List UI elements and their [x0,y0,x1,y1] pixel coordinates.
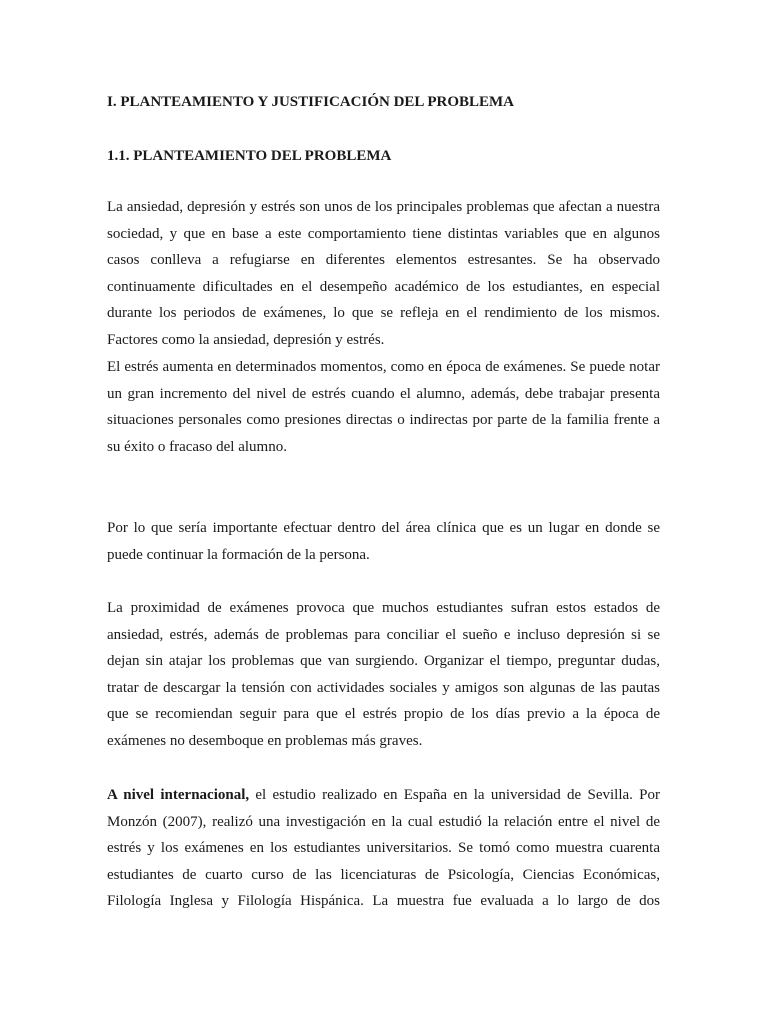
paragraph-5 [107,782,660,915]
text-line: casos conlleva a refugiarse en diferentes elementos estresantes. Se ha observado [107,252,660,269]
text-line: Filología Inglesa y Filología Hispánica. La muestra fue evaluada a lo largo de dos [107,893,660,910]
text-line: que se recomiendan seguir para que el estrés propio de los días previo a la época de [107,706,660,723]
text-line: ansiedad, estrés, además de problemas para conciliar el sueño e incluso depresión si se [107,626,660,643]
text-line: situaciones personales como presiones directas o indirectas por parte de la familia frente a [107,412,660,429]
text-line: durante los periodos de exámenes, lo que se refleja en el rendimiento de los mismos. [107,305,660,322]
text-line: La proximidad de exámenes provoca que muchos estudiantes sufran estos estados de [107,600,660,616]
text-line: estudiantes de cuarto curso de las licenciaturas de Psicología, Ciencias Económicas, [107,866,660,883]
text-line: continuamente dificultades en el desempeño académico de los estudiantes, en especial [107,278,660,295]
text-line: Factores como la ansiedad, depresión y estrés. [107,331,385,348]
paragraph-4 [107,595,660,755]
bold-lead: A nivel internacional, [107,787,250,803]
text-line: estrés y los exámenes en los estudiantes universitarios. Se tomó como muestra cuarenta [107,840,660,857]
paragraph-2 [107,354,660,460]
text-line: La ansiedad, depresión y estrés son unos de los principales problemas que afectan a nuestra [107,199,660,215]
text-line: un gran incremento del nivel de estrés cuando el alumno, además, debe trabajar presenta [107,385,660,402]
text-line: sociedad, y que en base a este comportamiento tiene distintas variables que en algunos [107,225,660,242]
paragraph-3 [107,515,660,568]
text-line: dejan sin atajar los problemas que van surgiendo. Organizar el tiempo, preguntar dudas, [107,653,660,670]
paragraph-1 [107,194,660,354]
text-line: puede continuar la formación de la persona. [107,546,370,563]
text-line: exámenes no desemboque en problemas más graves. [107,732,423,749]
text-line: Monzón (2007), realizó una investigación en la cual estudió la relación entre el nivel de [107,813,660,830]
text-line: Por lo que sería importante efectuar dentro del área clínica que es un lugar en donde se [107,520,660,536]
text-line: El estrés aumenta en determinados momentos, como en época de exámenes. Se puede notar [107,359,660,375]
text-line: su éxito o fracaso del alumno. [107,438,287,455]
section-heading: I. PLANTEAMIENTO Y JUSTIFICACIÓN DEL PROBLEMA [107,94,514,110]
text-line [107,782,660,809]
subsection-heading: 1.1. PLANTEAMIENTO DEL PROBLEMA [107,148,392,164]
text-span: el estudio realizado en España en la universidad de Sevilla. Por [249,787,660,803]
text-line: tratar de descargar la tensión con actividades sociales y amigos son algunas de las pautas [107,679,660,696]
